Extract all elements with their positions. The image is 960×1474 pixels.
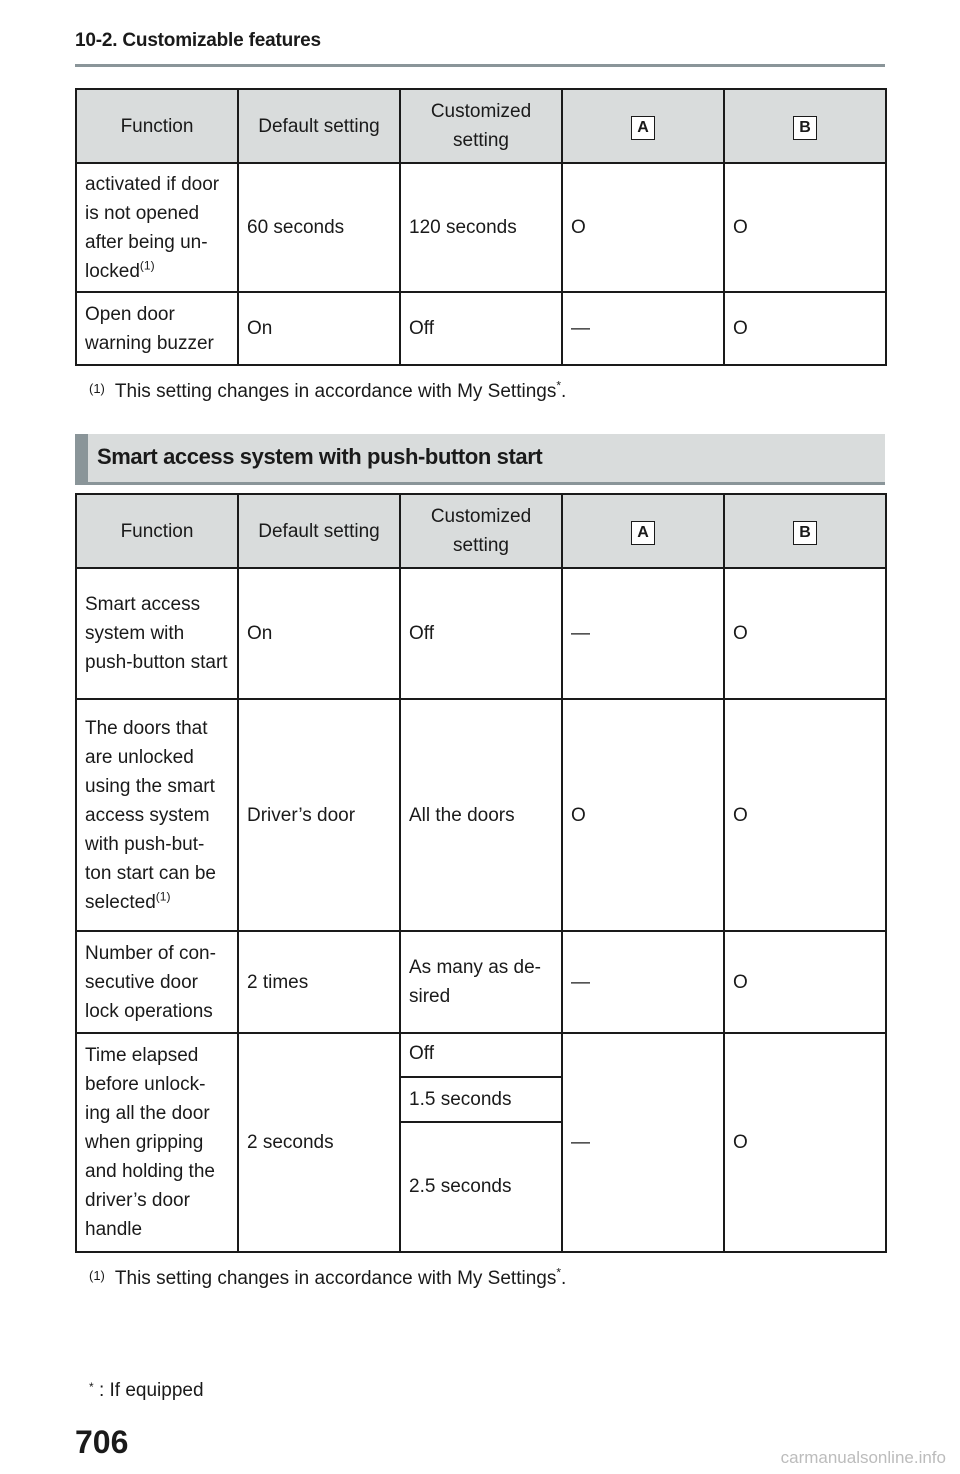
cell-b: O <box>724 931 886 1033</box>
col-header-a <box>562 494 724 568</box>
cell-default: Driver’s door <box>238 699 400 931</box>
cell-function: Number of con-secutive door lock operations <box>76 931 238 1033</box>
footnote-mark: (1) <box>139 258 155 273</box>
footnote-mark: (1) <box>155 889 171 904</box>
table-2-note: $^{(1)}$ This setting changes in accordance with My Settings*. <box>89 1265 567 1289</box>
col-header-b <box>724 494 886 568</box>
col-header-function: Function <box>76 494 238 568</box>
cell-function: Time elapsed before unlock-ing all the door when gripping and holding the driver’s door handle <box>76 1033 238 1252</box>
label-b-box: B <box>793 116 817 140</box>
page-number: 706 <box>75 1424 129 1460</box>
cell-a: — <box>562 931 724 1033</box>
settings-table-1 <box>75 88 887 366</box>
cell-default: On <box>238 568 400 699</box>
cell-default: On <box>238 292 400 365</box>
cell-b: O <box>724 292 886 365</box>
section-rule <box>75 482 885 485</box>
cell-default: 2 times <box>238 931 400 1033</box>
cell-customized: As many as de-sired <box>400 931 562 1033</box>
cell-a: O <box>562 699 724 931</box>
cell-b: O <box>724 699 886 931</box>
table-row <box>76 1033 886 1252</box>
cell-a: — <box>562 292 724 365</box>
cell-customized: All the doors <box>400 699 562 931</box>
cell-function: Smart access system with push-button start <box>76 568 238 699</box>
cell-customized: Off <box>400 292 562 365</box>
option-cell: 1.5 seconds <box>401 1078 561 1123</box>
table-row <box>76 163 886 292</box>
cell-default: 2 seconds <box>238 1033 400 1252</box>
label-a-box: A <box>631 116 655 140</box>
col-header-b <box>724 89 886 163</box>
cell-customized: Off <box>400 568 562 699</box>
table-row <box>76 699 886 931</box>
cell-a: O <box>562 163 724 292</box>
header-rule <box>75 64 885 67</box>
col-header-default: Default setting <box>238 89 400 163</box>
cell-b: O <box>724 1033 886 1252</box>
cell-function: Open door warning buzzer <box>76 292 238 365</box>
cell-a: — <box>562 568 724 699</box>
cell-b: O <box>724 568 886 699</box>
section-title: Smart access system with push-button start <box>97 444 543 469</box>
table-row <box>76 292 886 365</box>
section-heading-bar <box>75 434 885 482</box>
cell-customized: 120 seconds <box>400 163 562 292</box>
watermark: carmanualsonline.info <box>780 1448 946 1467</box>
option-cell: Off <box>401 1034 561 1078</box>
cell-customized-options <box>400 1033 562 1252</box>
running-header: 10-2. Customizable features <box>75 30 321 51</box>
table-1-note: $^{(1)}$ This setting changes in accordance with My Settings*. <box>89 378 567 402</box>
settings-table-2 <box>75 493 887 1253</box>
col-header-a <box>562 89 724 163</box>
col-header-default: Default setting <box>238 494 400 568</box>
table-row <box>76 931 886 1033</box>
cell-a: — <box>562 1033 724 1252</box>
label-b-box: B <box>793 521 817 545</box>
cell-function: The doors that are unlocked using the smart access system with push-but-ton start can be selected$^{(1)}$ <box>76 699 238 931</box>
col-header-customized: Customized setting <box>400 494 562 568</box>
cell-default: 60 seconds <box>238 163 400 292</box>
col-header-customized: Customized setting <box>400 89 562 163</box>
cell-function: activated if door is not opened after being un-locked$^{(1)}$ <box>76 163 238 292</box>
col-header-function: Function <box>76 89 238 163</box>
cell-b: O <box>724 163 886 292</box>
option-cell: 2.5 seconds <box>409 1176 512 1197</box>
table-row <box>76 568 886 699</box>
footnote-if-equipped: * : If equipped <box>89 1380 204 1401</box>
label-a-box: A <box>631 521 655 545</box>
